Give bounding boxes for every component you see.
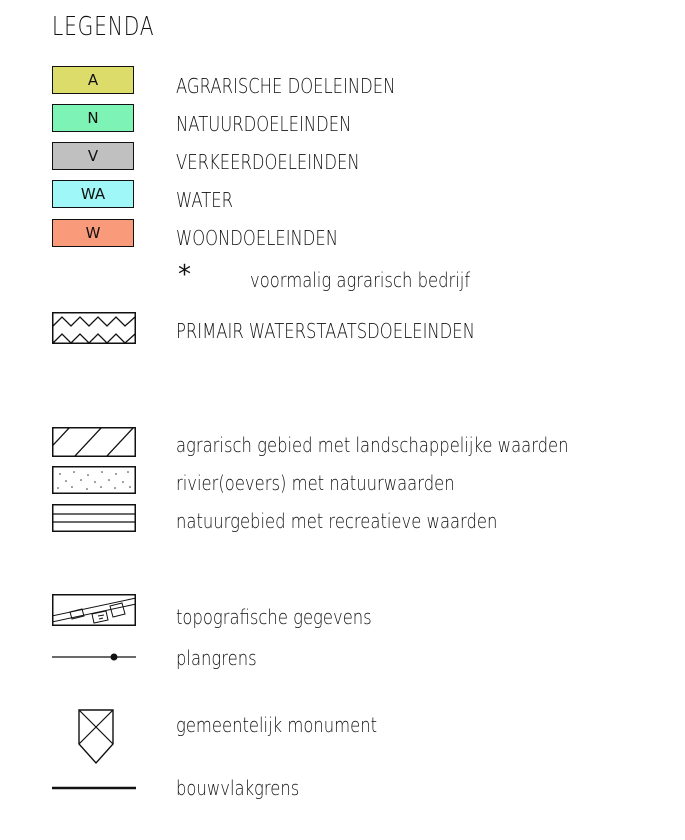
- plan-boundary-icon: [52, 650, 136, 664]
- other-label-monument: gemeentelijk monument: [176, 713, 378, 737]
- zone-label-agrarisch: AGRARISCHE DOELEINDEN: [176, 74, 396, 98]
- overlay-label-landschap: agrarisch gebied met landschappelijke waarden: [176, 433, 569, 457]
- zone-box-water: WA: [52, 180, 134, 208]
- zigzag-pattern-icon: [52, 312, 136, 344]
- zone-label-verkeer: VERKEERDOELEINDEN: [176, 150, 360, 174]
- monument-shield-icon: [77, 708, 115, 766]
- zone-box-natuur: N: [52, 104, 134, 132]
- zone-box-agrarisch: A: [52, 66, 134, 94]
- overlay-label-natuurgebied: natuurgebied met recreatieve waarden: [176, 509, 498, 533]
- other-label-bouwvlak: bouwvlakgrens: [176, 776, 300, 800]
- other-label-plangrens: plangrens: [176, 646, 257, 670]
- zone-label-water: WATER: [176, 188, 234, 212]
- building-line-icon: [52, 785, 136, 791]
- topography-icon: [52, 594, 136, 626]
- zone-box-verkeer: V: [52, 142, 134, 170]
- zone-box-wonen: W: [52, 219, 134, 247]
- dot-pattern-icon: [52, 466, 136, 494]
- other-label-topografie: topografische gegevens: [176, 605, 372, 629]
- hatch-pattern-icon: [52, 427, 136, 457]
- legend-title: LEGENDA: [52, 12, 155, 42]
- star-label: voormalig agrarisch bedrijf: [250, 268, 471, 292]
- double-line-pattern-icon: [52, 504, 136, 532]
- overlay-label-rivier: rivier(oevers) met natuurwaarden: [176, 471, 455, 495]
- zone-label-natuur: NATUURDOELEINDEN: [176, 112, 352, 136]
- asterisk-icon: *: [178, 260, 191, 290]
- primair-label: PRIMAIR WATERSTAATSDOELEINDEN: [176, 319, 475, 343]
- zone-label-wonen: WOONDOELEINDEN: [176, 226, 339, 250]
